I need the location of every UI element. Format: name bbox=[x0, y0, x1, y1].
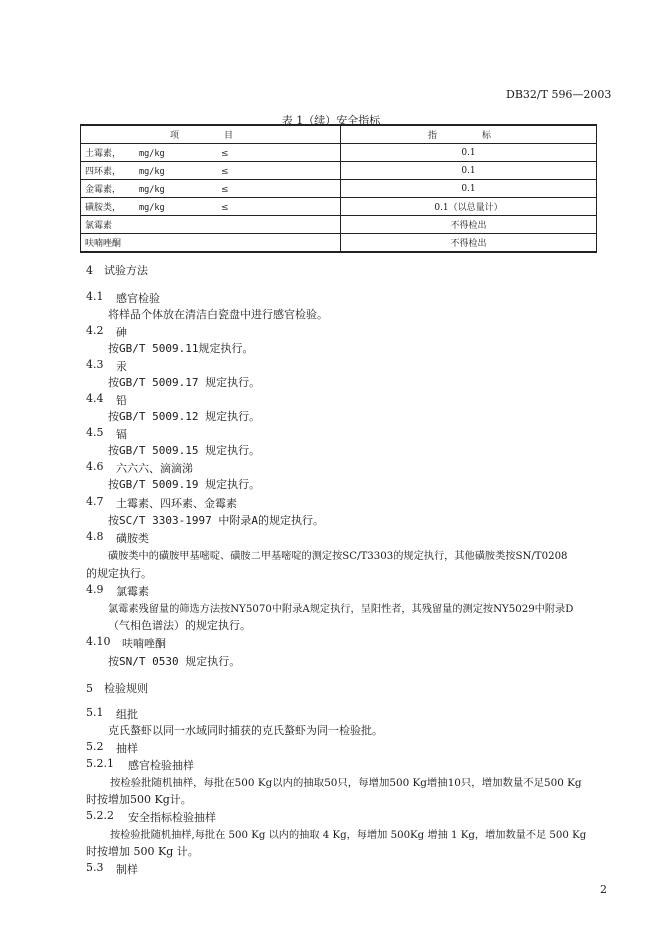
clause-text: 磺胺类中的磺胺甲基嘧啶、磺胺二甲基嘧啶的测定按SC/T3303的规定执行，其他磺胺类按SN/T0208 bbox=[108, 551, 568, 562]
table-row bbox=[81, 216, 597, 234]
row-item-value: 不得检出 bbox=[341, 234, 597, 253]
clause-number: 4.3 bbox=[86, 358, 104, 371]
clause-text: 按GB/T 5009.12 规定执行。 bbox=[108, 410, 261, 423]
row-item-name: 土霉素， bbox=[85, 149, 122, 159]
document-code: DB32/T 596—2003 bbox=[506, 88, 612, 101]
table-row bbox=[81, 180, 597, 198]
clause-number: 4.2 bbox=[86, 324, 104, 337]
row-item-value: 0.1 bbox=[341, 144, 597, 162]
column-header-value: 指 标 bbox=[341, 125, 597, 144]
table-row bbox=[81, 144, 597, 162]
clause-number: 4.7 bbox=[86, 495, 104, 508]
clause-title: 组批 bbox=[116, 708, 138, 721]
row-item-operator: ≤ bbox=[221, 185, 229, 195]
clause-text: 按GB/T 5009.19 规定执行。 bbox=[108, 478, 261, 491]
row-item-value: 0.1 bbox=[341, 180, 597, 198]
row-item-value: 0.1 bbox=[341, 162, 597, 180]
clause-text-continued: 时按增加 500 Kg 计。 bbox=[86, 845, 199, 858]
row-item-unit: mg/kg bbox=[139, 167, 165, 177]
row-item-name: 金霉素， bbox=[85, 185, 122, 195]
clause-title: 汞 bbox=[116, 360, 127, 373]
row-item-operator: ≤ bbox=[221, 167, 229, 177]
section-heading-5: 5 检验规则 bbox=[86, 682, 148, 695]
table-title: 表 1（续）安全指标 bbox=[281, 114, 381, 127]
clause-text-continued: （气相色谱法）的规定执行。 bbox=[108, 619, 251, 632]
clause-number: 4.1 bbox=[86, 290, 104, 303]
table-row bbox=[81, 234, 597, 253]
row-item-unit: mg/kg bbox=[139, 185, 165, 195]
clause-text: 按GB/T 5009.15 规定执行。 bbox=[108, 444, 261, 457]
row-item-name: 氯霉素 bbox=[85, 221, 113, 231]
clause-number: 5.1 bbox=[86, 706, 104, 719]
row-item-name: 呋喃唑酮 bbox=[85, 239, 122, 249]
row-item-value: 0.1（以总量计） bbox=[341, 198, 597, 216]
table-row bbox=[81, 162, 597, 180]
clause-text: 克氏螯虾以同一水域同时捕获的克氏螯虾为同一检验批。 bbox=[108, 724, 383, 737]
clause-text: 氯霉素残留量的筛选方法按NY5070中附录A规定执行，呈阳性者，其残留量的测定按NY5029中附录D bbox=[108, 604, 574, 615]
section-heading-4: 4 试验方法 bbox=[86, 264, 148, 277]
page-number: 2 bbox=[600, 883, 607, 896]
clause-title: 六六六、滴滴涕 bbox=[116, 462, 193, 475]
clause-number: 4.6 bbox=[86, 460, 104, 473]
clause-text-continued: 时按增加500 Kg计。 bbox=[86, 793, 192, 806]
row-item-unit: mg/kg bbox=[139, 149, 165, 159]
clause-text: 按SN/T 0530 规定执行。 bbox=[108, 655, 241, 668]
clause-title: 磺胺类 bbox=[116, 532, 149, 545]
row-item-name: 磺胺类， bbox=[85, 203, 122, 213]
clause-number: 4.9 bbox=[86, 583, 104, 596]
clause-text: 将样品个体放在清洁白瓷盘中进行感官检验。 bbox=[108, 308, 328, 321]
column-header-item: 项 目 bbox=[81, 125, 341, 144]
clause-number: 4.10 bbox=[86, 635, 111, 648]
table-row bbox=[81, 198, 597, 216]
clause-number: 4.4 bbox=[86, 392, 104, 405]
clause-title: 土霉素、四环素、金霉素 bbox=[116, 497, 237, 510]
row-item-operator: ≤ bbox=[221, 203, 229, 213]
clause-title: 制样 bbox=[116, 863, 138, 876]
clause-number: 4.5 bbox=[86, 426, 104, 439]
clause-title: 感官检验抽样 bbox=[128, 759, 194, 772]
clause-title: 镉 bbox=[116, 428, 127, 441]
clause-text: 按检验批随机抽样，每批在500 Kg以内的抽取50只，每增加500 Kg增抽10只，增加数量不足500 Kg bbox=[110, 777, 582, 789]
clause-number: 5.3 bbox=[86, 861, 104, 874]
clause-text: 按GB/T 5009.11规定执行。 bbox=[108, 342, 254, 355]
clause-text: 按SC/T 3303-1997 中附录A的规定执行。 bbox=[108, 514, 324, 527]
clause-text-continued: 的规定执行。 bbox=[86, 567, 152, 580]
table-header-row bbox=[81, 125, 597, 144]
clause-title: 呋喃唑酮 bbox=[122, 637, 166, 650]
row-item-value: 不得检出 bbox=[341, 216, 597, 234]
clause-text: 按检验批随机抽样,每批在 500 Kg 以内的抽取 4 Kg，每增加 500Kg 增抽 1 Kg，增加数量不足 500 Kg bbox=[110, 830, 587, 841]
clause-title: 氯霉素 bbox=[116, 585, 149, 598]
row-item-operator: ≤ bbox=[221, 149, 229, 159]
clause-title: 铅 bbox=[116, 394, 127, 407]
clause-number: 5.2.2 bbox=[86, 809, 114, 822]
clause-title: 安全指标检验抽样 bbox=[128, 811, 216, 824]
clause-title: 感官检验 bbox=[116, 292, 160, 305]
clause-number: 4.8 bbox=[86, 530, 104, 543]
safety-index-table bbox=[80, 124, 597, 253]
row-item-name: 四环素， bbox=[85, 167, 122, 177]
clause-title: 砷 bbox=[116, 326, 127, 339]
row-item-unit: mg/kg bbox=[139, 203, 165, 213]
clause-title: 抽样 bbox=[116, 742, 138, 755]
clause-number: 5.2.1 bbox=[86, 757, 114, 770]
clause-number: 5.2 bbox=[86, 740, 104, 753]
clause-text: 按GB/T 5009.17 规定执行。 bbox=[108, 376, 261, 389]
